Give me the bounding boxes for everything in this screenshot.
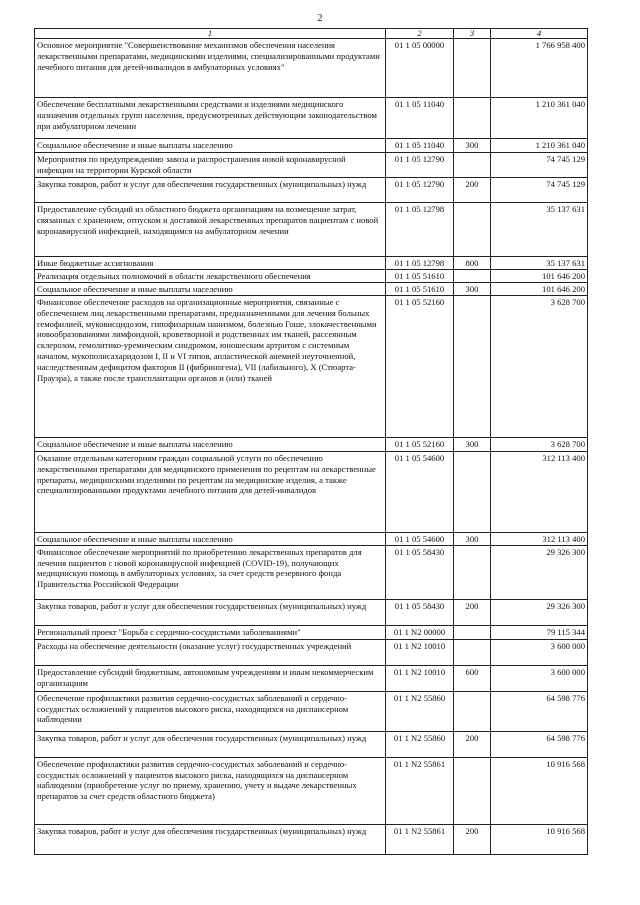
table-row [35,437,588,451]
amount-cell: 64 598 776 [491,731,588,757]
expense-type-cell [454,639,491,665]
expense-type-cell: 200 [454,599,491,625]
amount-cell: 312 113 400 [491,451,588,532]
table-row [35,203,588,257]
expense-type-cell: 200 [454,824,491,854]
table-row [35,625,588,639]
amount-cell: 79 115 344 [491,625,588,639]
expense-type-cell [454,691,491,731]
table-row [35,665,588,691]
table-row [35,545,588,599]
expense-type-cell [454,153,491,178]
table-row [35,139,588,153]
amount-cell: 74 745 129 [491,178,588,203]
target-article-code-cell: 01 1 05 12798 [386,203,454,257]
table-row [35,178,588,203]
expense-type-cell [454,451,491,532]
expense-type-cell: 200 [454,731,491,757]
table-row [35,282,588,295]
expense-type-cell: 800 [454,257,491,270]
expense-name-cell: Оказание отдельным категориям граждан социальной услуги по обеспечению лекарственными препаратами для медицинского применения по рецептам на лекарственные препараты, медицинскими изделиями по рецептам на медицинские изделия, а также специализированными продуктами лечебного питания для детей-инвалидов [35,451,386,532]
expense-type-cell [454,545,491,599]
expense-name-cell: Предоставление субсидий из областного бюджета организациям на возмещение затрат, связанных с хранением, отпуском и доставкой лекарственных препаратов пациентам с новой коронавирусной инфекцией, находящимся на амбулаторном лечении [35,203,386,257]
target-article-code-cell: 01 1 N2 10010 [386,639,454,665]
column-number-2: 2 [386,29,454,39]
column-number-3: 3 [454,29,491,39]
expense-name-cell: Расходы на обеспечение деятельности (оказание услуг) государственных учреждений [35,639,386,665]
expense-type-cell [454,295,491,437]
target-article-code-cell: 01 1 05 00000 [386,39,454,98]
target-article-code-cell: 01 1 05 12790 [386,178,454,203]
target-article-code-cell: 01 1 05 52160 [386,295,454,437]
expense-name-cell: Закупка товаров, работ и услуг для обеспечения государственных (муниципальных) нужд [35,599,386,625]
table-row [35,824,588,854]
table-row [35,691,588,731]
table-row [35,153,588,178]
amount-cell: 101 646 200 [491,269,588,282]
amount-cell: 3 628 700 [491,437,588,451]
expense-name-cell: Закупка товаров, работ и услуг для обеспечения государственных (муниципальных) нужд [35,178,386,203]
expense-name-cell: Основное мероприятие "Совершенствование механизмов обеспечения населения лекарственными препаратами, медицинскими изделиями, специализированными продуктами лечебного питания для детей-инвалидов в амбулаторных условиях" [35,39,386,98]
expense-type-cell [454,269,491,282]
expense-type-cell [454,203,491,257]
target-article-code-cell: 01 1 05 58430 [386,545,454,599]
amount-cell: 101 646 200 [491,282,588,295]
target-article-code-cell: 01 1 05 11040 [386,139,454,153]
expense-type-cell: 200 [454,178,491,203]
expense-name-cell: Финансовое обеспечение расходов на организационные мероприятия, связанные с обеспечением лиц лекарственными препаратами, предназначенными для лечения больных гемофилией, муковисцидозом, гипофизарным нанизмом, болезнью Гоше, злокачественными новообразованиями лимфоидной, кроветворной и родственных им тканей, рассеянным склерозом, гемолитико-уремическим синдромом, юношеским артритом с системным началом, мукополисахаридозом I, II и VI типов, апластической анемией неуточненной, наследственным дефицитом факторов II (фибриногена), VII (лабильного), X (Стюарта-Прауэра), а также после трансплантации органов и (или) тканей [35,295,386,437]
expense-name-cell: Социальное обеспечение и иные выплаты населению [35,437,386,451]
table-row [35,295,588,437]
table-row [35,451,588,532]
expense-name-cell: Мероприятия по предупреждению завоза и распространения новой коронавирусной инфекции на территории Курской области [35,153,386,178]
table-row [35,532,588,545]
amount-cell: 29 326 300 [491,599,588,625]
amount-cell: 10 916 568 [491,824,588,854]
target-article-code-cell: 01 1 05 52160 [386,437,454,451]
table-row [35,269,588,282]
expense-name-cell: Обеспечение профилактики развития сердечно-сосудистых заболеваний и сердечно-сосудистых осложнений у пациентов высокого риска, находящихся на диспансерном наблюдении [35,691,386,731]
target-article-code-cell: 01 1 N2 55860 [386,691,454,731]
amount-cell: 3 600 000 [491,665,588,691]
target-article-code-cell: 01 1 05 51610 [386,269,454,282]
target-article-code-cell: 01 1 05 12798 [386,257,454,270]
target-article-code-cell: 01 1 N2 55861 [386,824,454,854]
table-row [35,98,588,139]
amount-cell: 29 326 300 [491,545,588,599]
amount-cell: 3 600 000 [491,639,588,665]
expense-name-cell: Реализация отдельных полномочий в области лекарственного обеспечения [35,269,386,282]
expense-name-cell: Региональный проект "Борьба с сердечно-сосудистыми заболеваниями" [35,625,386,639]
expense-type-cell [454,625,491,639]
page-number: 2 [317,13,323,24]
target-article-code-cell: 01 1 05 51610 [386,282,454,295]
target-article-code-cell: 01 1 05 54600 [386,532,454,545]
expense-name-cell: Предоставление субсидий бюджетным, автономным учреждениям и иным некоммерческим организациям [35,665,386,691]
expense-type-cell: 300 [454,139,491,153]
target-article-code-cell: 01 1 N2 00000 [386,625,454,639]
expense-name-cell: Финансовое обеспечение мероприятий по приобретению лекарственных препаратов для лечения пациентов с новой коронавирусной инфекцией (COVID-19), получающих медицинскую помощь в амбулаторных условиях, за счет средств резервного фонда Правительства Российской Федерации [35,545,386,599]
target-article-code-cell: 01 1 05 54600 [386,451,454,532]
amount-cell: 312 113 400 [491,532,588,545]
expense-name-cell: Закупка товаров, работ и услуг для обеспечения государственных (муниципальных) нужд [35,731,386,757]
expense-name-cell: Закупка товаров, работ и услуг для обеспечения государственных (муниципальных) нужд [35,824,386,854]
amount-cell: 35 137 631 [491,203,588,257]
table-row [35,257,588,270]
column-number-1: 1 [35,29,386,39]
target-article-code-cell: 01 1 N2 55861 [386,757,454,824]
amount-cell: 35 137 631 [491,257,588,270]
expense-name-cell: Социальное обеспечение и иные выплаты населению [35,282,386,295]
table-row [35,39,588,98]
expense-type-cell [454,39,491,98]
column-number-4: 4 [491,29,588,39]
expense-type-cell: 300 [454,437,491,451]
budget-table [34,28,588,855]
expense-type-cell [454,98,491,139]
table-row [35,639,588,665]
table-row [35,599,588,625]
expense-type-cell: 300 [454,532,491,545]
expense-name-cell: Иные бюджетные ассигнования [35,257,386,270]
amount-cell: 3 628 700 [491,295,588,437]
expense-name-cell: Социальное обеспечение и иные выплаты населению [35,532,386,545]
table-row [35,757,588,824]
expense-name-cell: Обеспечение бесплатными лекарственными средствами и изделиями медицинского назначения отдельных групп населения, предусмотренных действующим законодательством при амбулаторном лечении [35,98,386,139]
amount-cell: 1 210 361 040 [491,139,588,153]
amount-cell: 74 745 129 [491,153,588,178]
target-article-code-cell: 01 1 N2 55860 [386,731,454,757]
expense-type-cell [454,757,491,824]
expense-name-cell: Социальное обеспечение и иные выплаты населению [35,139,386,153]
target-article-code-cell: 01 1 N2 10010 [386,665,454,691]
amount-cell: 64 598 776 [491,691,588,731]
table-row [35,731,588,757]
expense-name-cell: Обеспечение профилактики развития сердечно-сосудистых заболеваний и сердечно-сосудистых осложнений у пациентов высокого риска, находящихся на диспансерном наблюдении (приобретение услуг по приему, хранению, учету и выдаче лекарственных препаратов за счет средств областного бюджета) [35,757,386,824]
amount-cell: 10 916 568 [491,757,588,824]
expense-type-cell: 300 [454,282,491,295]
column-number-row [35,29,588,39]
amount-cell: 1 766 958 400 [491,39,588,98]
target-article-code-cell: 01 1 05 58430 [386,599,454,625]
amount-cell: 1 210 361 040 [491,98,588,139]
target-article-code-cell: 01 1 05 11040 [386,98,454,139]
target-article-code-cell: 01 1 05 12790 [386,153,454,178]
expense-type-cell: 600 [454,665,491,691]
